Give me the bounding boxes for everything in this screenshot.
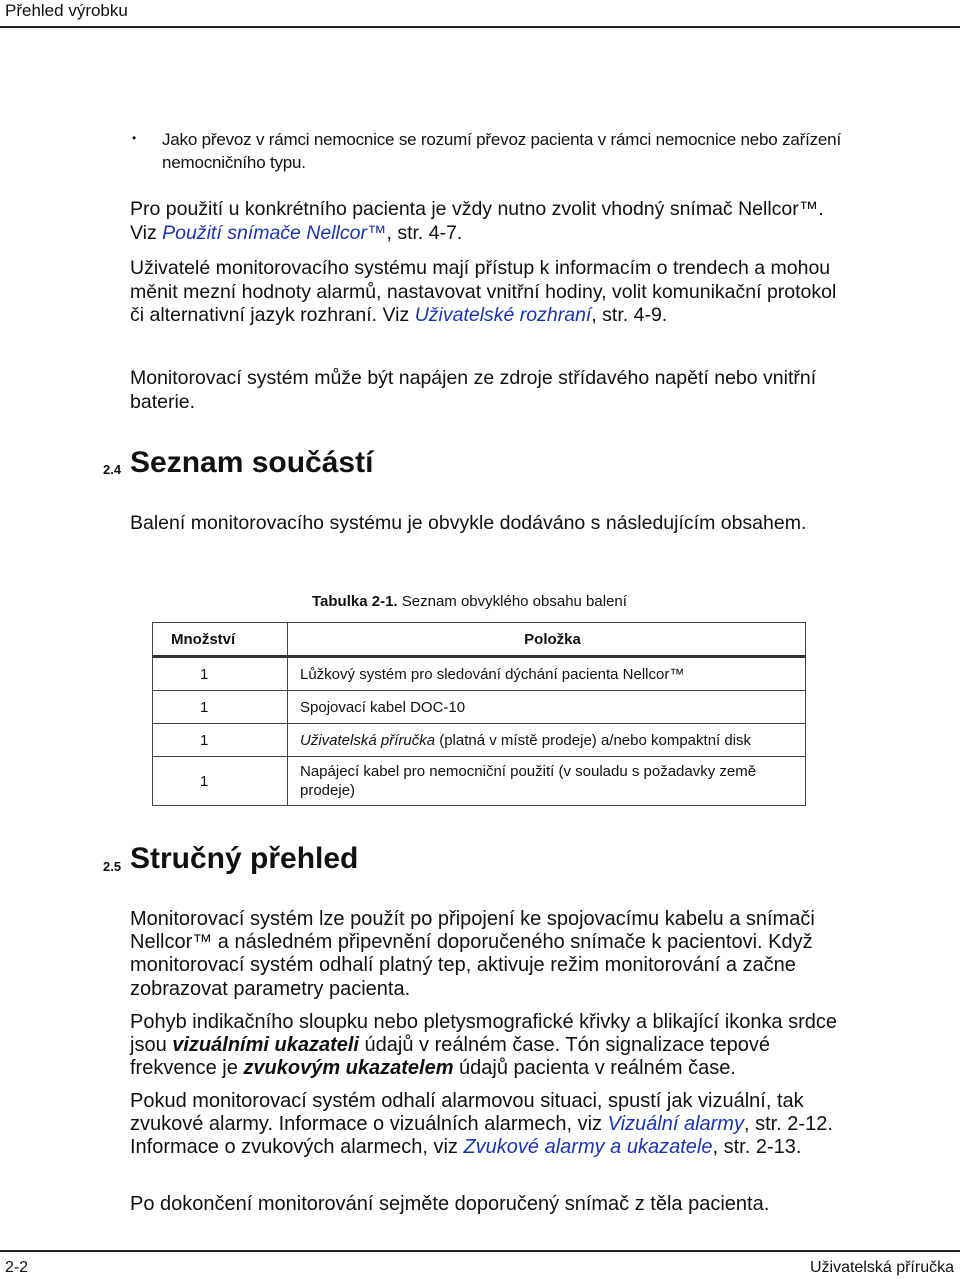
section-number: 2.4	[103, 462, 122, 477]
section-title: Stručný přehled	[130, 842, 359, 875]
table-caption: Tabulka 2-1. Seznam obvyklého obsahu balení	[312, 593, 627, 610]
row-quantity: 1	[153, 691, 288, 724]
link-visual-alarms[interactable]: Vizuální alarmy	[607, 1113, 744, 1136]
link-sensor-usage[interactable]: Použití snímače Nellcor™	[162, 221, 387, 244]
bullet-icon: •	[132, 131, 137, 145]
table-row	[153, 757, 806, 806]
manual-title: Uživatelská příručka	[809, 1259, 954, 1276]
row-item: Lůžkový systém pro sledování dýchání pacienta Nellcor™	[288, 657, 806, 691]
header-item: Položka	[288, 623, 806, 657]
row-quantity: 1	[153, 724, 288, 757]
row-quantity: 1	[153, 657, 288, 691]
paragraph-indicators: Pohyb indikačního sloupku nebo pletysmografické křivky a blikající ikonka srdce jsou vizuálními ukazateli údajů v reálném čase. Tón signalizace tepové frekvence je zvukovým ukazatelem údajů pacienta v reálném čase.	[130, 1011, 838, 1080]
link-user-interface[interactable]: Uživatelské rozhraní	[414, 304, 592, 326]
paragraph-alarms: Pokud monitorovací systém odhalí alarmovou situaci, spustí jak vizuální, tak zvukové alarmy. Informace o vizuálních alarmech, viz Vizuální alarmy, str. 2-12. Informace o zvukových alarmech, viz Zvukové alarmy a ukazatele, str. 2-13.	[130, 1090, 833, 1159]
paragraph-sensor: Pro použití u konkrétního pacienta je vždy nutno zvolit vhodný snímač Nellcor™. Viz Použití snímače Nellcor™, str. 4-7.	[130, 198, 824, 244]
table-row	[153, 724, 806, 757]
paragraph-overview: Monitorovací systém lze použít po připojení ke spojovacímu kabelu a snímači Nellcor™ a následném připevnění doporučeného snímače k pacientovi. Když monitorovací systém odhalí platný tep, aktivuje režim monitorování a začne zobrazovat parametry pacienta.	[130, 908, 815, 1000]
package-contents-table	[152, 622, 806, 806]
table-row	[153, 657, 806, 691]
footer-divider	[0, 1250, 960, 1252]
section-number: 2.5	[103, 859, 122, 874]
paragraph-power: Monitorovací systém může být napájen ze zdroje střídavého napětí nebo vnitřní baterie.	[130, 367, 817, 413]
header-quantity: Množství	[153, 623, 288, 657]
section-title: Seznam součástí	[130, 446, 374, 479]
page-number: 2-2	[5, 1259, 29, 1276]
row-item: Napájecí kabel pro nemocniční použití (v souladu s požadavky země prodeje)	[288, 757, 806, 806]
table-header-row	[153, 623, 806, 657]
bullet-text: Jako převoz v rámci nemocnice se rozumí převoz pacienta v rámci nemocnice nebo zařízení nemocničního typu.	[162, 130, 841, 172]
header-title: Přehled výrobku	[5, 1, 128, 20]
paragraph-remove-sensor: Po dokončení monitorování sejměte doporučený snímač z těla pacienta.	[130, 1193, 770, 1215]
term-visual-indicators: vizuálními ukazateli	[172, 1034, 359, 1057]
table-row	[153, 691, 806, 724]
row-item: Spojovací kabel DOC-10	[288, 691, 806, 724]
header-divider	[0, 26, 960, 28]
link-audio-alarms[interactable]: Zvukové alarmy a ukazatele	[463, 1136, 713, 1159]
paragraph-user-interface: Uživatelé monitorovacího systému mají přístup k informacím o trendech a mohou měnit mezní hodnoty alarmů, nastavovat vnitřní hodiny, volit komunikační protokol či alternativní jazyk rozhraní. Viz Uživatelské rozhraní, str. 4-9.	[130, 257, 837, 326]
row-item: Uživatelská příručka (platná v místě prodeje) a/nebo kompaktní disk	[288, 724, 806, 757]
paragraph-package: Balení monitorovacího systému je obvykle dodáváno s následujícím obsahem.	[130, 512, 807, 534]
term-audio-indicator: zvukovým ukazatelem	[243, 1057, 454, 1080]
row-quantity: 1	[153, 757, 288, 806]
